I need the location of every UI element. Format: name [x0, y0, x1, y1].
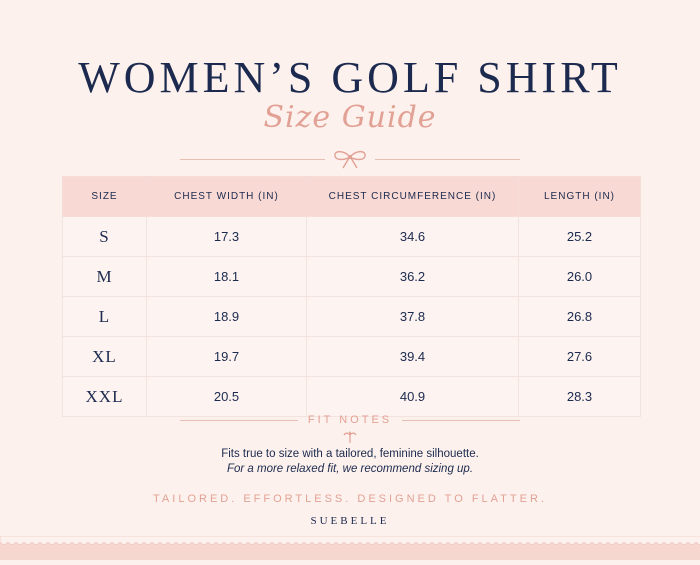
header-length: LENGTH (IN) — [519, 177, 641, 217]
scalloped-edge — [0, 536, 700, 560]
brand-name: SUEBELLE — [310, 515, 390, 527]
table-row — [63, 377, 641, 417]
length-cell: 28.3 — [519, 377, 641, 417]
chest-width-cell: 17.3 — [147, 217, 307, 257]
footer-band — [0, 536, 700, 560]
chest-width-cell: 19.7 — [147, 337, 307, 377]
size-cell: XL — [63, 337, 147, 377]
bow-icon — [330, 148, 370, 170]
chest-circumference-cell: 36.2 — [307, 257, 519, 297]
size-table — [62, 176, 641, 417]
chest-width-cell: 20.5 — [147, 377, 307, 417]
chest-circumference-cell: 34.6 — [307, 217, 519, 257]
size-cell: M — [63, 257, 147, 297]
header-size: SIZE — [63, 177, 147, 217]
notes-line-right — [402, 420, 520, 421]
table-row — [63, 297, 641, 337]
chest-circumference-cell: 40.9 — [307, 377, 519, 417]
size-cell: S — [63, 217, 147, 257]
table-row — [63, 337, 641, 377]
header-chest-circumference: CHEST CIRCUMFERENCE (IN) — [307, 177, 519, 217]
divider-line-right — [375, 159, 520, 160]
length-cell: 26.8 — [519, 297, 641, 337]
chest-circumference-cell: 39.4 — [307, 337, 519, 377]
chest-width-cell: 18.1 — [147, 257, 307, 297]
fit-notes-header — [180, 412, 520, 428]
length-cell: 27.6 — [519, 337, 641, 377]
table-row — [63, 257, 641, 297]
size-cell: XXL — [63, 377, 147, 417]
table-row — [63, 217, 641, 257]
chest-circumference-cell: 37.8 — [307, 297, 519, 337]
chest-width-cell: 18.9 — [147, 297, 307, 337]
tagline: TAILORED. EFFORTLESS. DESIGNED TO FLATTER. — [153, 493, 547, 505]
page-subtitle: Size Guide — [263, 100, 437, 135]
title-divider — [180, 148, 520, 170]
size-cell: L — [63, 297, 147, 337]
divider-line-left — [180, 159, 325, 160]
fit-notes-label: FIT NOTES — [307, 414, 393, 426]
header-chest-width: CHEST WIDTH (IN) — [147, 177, 307, 217]
length-cell: 25.2 — [519, 217, 641, 257]
fit-note-line-2: For a more relaxed fit, we recommend sizing up. — [226, 463, 474, 475]
length-cell: 26.0 — [519, 257, 641, 297]
page-title: WOMEN’S GOLF SHIRT — [78, 53, 622, 102]
fit-note-line-1: Fits true to size with a tailored, feminine silhouette. — [221, 448, 479, 460]
table-header-row — [63, 177, 641, 217]
palm-tree-icon — [343, 430, 357, 444]
